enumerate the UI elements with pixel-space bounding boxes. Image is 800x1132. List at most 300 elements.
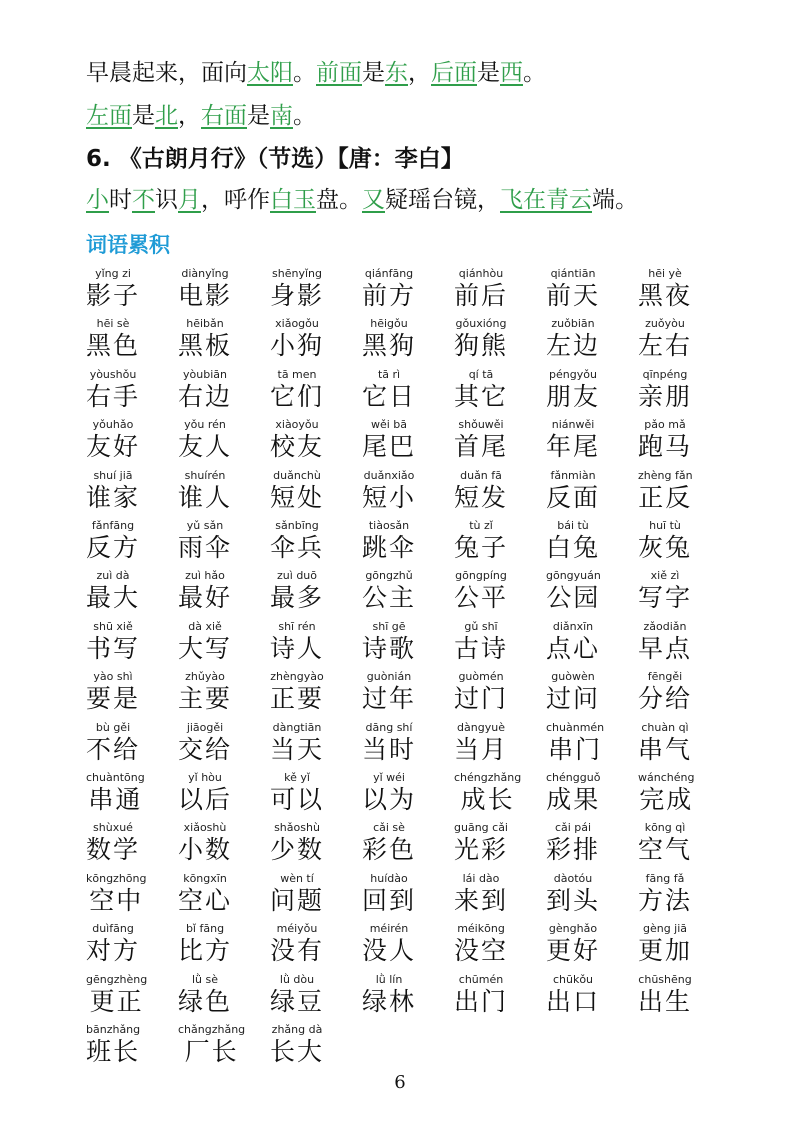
pinyin: guòmén	[458, 670, 504, 684]
pinyin: tā rì	[377, 367, 401, 381]
vocab-word	[178, 973, 232, 1017]
pinyin: fāng fǎ	[645, 871, 685, 885]
pinyin: gèng jiā	[642, 922, 688, 936]
hanzi: 过问	[546, 684, 601, 714]
pinyin: kě yǐ	[284, 771, 310, 784]
poem-text: 。	[293, 60, 316, 86]
hanzi: 没有	[270, 936, 325, 966]
hanzi: 跑马	[638, 432, 693, 462]
pinyin: gǒuxióng	[455, 317, 507, 331]
hanzi: 完成	[639, 785, 694, 814]
vocab-word	[546, 670, 600, 714]
pinyin: qiántiān	[550, 267, 596, 280]
poem-line-2	[86, 101, 316, 131]
vocab-word	[86, 267, 140, 311]
hanzi: 彩排	[546, 835, 601, 865]
poem-text: 疑瑶台镜，	[385, 187, 500, 213]
pinyin: huī tù	[649, 519, 681, 532]
hanzi: 右手	[86, 381, 141, 411]
pinyin: yǐ hòu	[188, 771, 222, 784]
pinyin: péngyǒu	[549, 367, 597, 381]
hanzi: 年尾	[546, 432, 601, 462]
vocab-word	[362, 922, 416, 966]
hanzi: 最大	[86, 583, 141, 613]
vocab-word	[178, 469, 232, 513]
vocab-word	[270, 267, 324, 311]
vocab-row	[86, 973, 726, 1023]
pinyin: xiǎoshù	[183, 821, 227, 835]
poem-text: 。	[293, 103, 316, 129]
pinyin: guòwèn	[551, 670, 595, 684]
hanzi: 友人	[178, 432, 233, 462]
vocab-word	[546, 973, 600, 1017]
hanzi: 校友	[270, 432, 325, 462]
pinyin: zhèng fǎn	[638, 468, 693, 482]
hanzi: 首尾	[454, 432, 509, 462]
vocab-word	[270, 469, 324, 513]
vocab-word	[86, 670, 140, 714]
vocab-row	[86, 670, 726, 720]
vocab-row	[86, 418, 726, 468]
hanzi: 公主	[362, 583, 417, 613]
vocab-word	[86, 872, 146, 916]
highlighted-word: 右面	[201, 103, 247, 129]
highlighted-word: 月	[178, 187, 201, 213]
hanzi: 公平	[454, 583, 509, 613]
pinyin: dàngyuè	[457, 720, 505, 734]
vocab-row	[86, 771, 726, 821]
pinyin: lǜ dòu	[279, 972, 315, 986]
hanzi: 到头	[546, 885, 601, 915]
hanzi: 亲朋	[638, 381, 693, 411]
vocab-word	[362, 721, 416, 765]
vocab-word	[86, 469, 140, 513]
vocab-word	[638, 821, 692, 865]
vocab-word	[638, 368, 692, 412]
pinyin: yǐ wéi	[373, 771, 405, 784]
section-heading-6: 6. 《古朗月行》（节选）【唐：李白】	[86, 146, 464, 172]
hanzi: 公园	[546, 583, 601, 613]
vocab-row	[86, 569, 726, 619]
vocab-word	[178, 670, 232, 714]
hanzi: 可以	[270, 785, 325, 814]
vocab-word	[638, 721, 692, 765]
vocab-word	[270, 569, 324, 613]
vocab-word	[454, 469, 508, 513]
vocab-word	[178, 821, 232, 865]
vocab-word	[454, 973, 508, 1017]
hanzi: 更正	[89, 986, 144, 1016]
hanzi: 黑色	[86, 331, 141, 361]
pinyin: qiánhòu	[458, 267, 504, 280]
vocab-word	[362, 872, 416, 916]
pinyin: lǜ sè	[191, 972, 219, 986]
pinyin: duǎnxiǎo	[363, 468, 415, 482]
pinyin: qīnpéng	[642, 367, 688, 381]
hanzi: 短处	[270, 482, 325, 512]
vocab-word	[638, 519, 692, 563]
vocab-row	[86, 317, 726, 367]
pinyin: yào shì	[93, 670, 133, 684]
hanzi: 过门	[454, 684, 509, 714]
vocab-word	[546, 872, 600, 916]
pinyin: jiāogěi	[186, 720, 224, 734]
vocab-word	[178, 620, 232, 664]
vocab-row	[86, 620, 726, 670]
hanzi: 出生	[638, 986, 693, 1016]
hanzi: 过年	[362, 684, 417, 714]
hanzi: 主要	[178, 684, 233, 714]
hanzi: 光彩	[454, 835, 509, 865]
hanzi: 以为	[362, 785, 417, 814]
vocab-word	[638, 973, 692, 1017]
highlighted-word: 左面	[86, 103, 132, 129]
hanzi: 方法	[638, 885, 693, 915]
vocab-word	[454, 821, 508, 865]
vocab-word	[454, 872, 508, 916]
highlighted-word: 飞在青云	[500, 187, 592, 213]
pinyin: chuànmén	[546, 720, 605, 734]
highlighted-word: 北	[155, 103, 178, 129]
hanzi: 串通	[88, 785, 143, 814]
pinyin: dàngtiān	[272, 720, 322, 734]
vocab-word	[178, 1023, 245, 1067]
vocab-word	[362, 519, 416, 563]
vocab-word	[454, 620, 508, 664]
pinyin: pǎo mǎ	[644, 418, 686, 432]
vocab-word	[178, 771, 232, 815]
hanzi: 正反	[638, 482, 693, 512]
hanzi: 问题	[270, 885, 325, 915]
pinyin: chūmén	[458, 972, 504, 986]
vocab-word	[86, 418, 140, 462]
pinyin: méirén	[369, 922, 409, 936]
hanzi: 当月	[454, 734, 509, 764]
pinyin: gènghǎo	[548, 922, 598, 936]
hanzi: 最好	[178, 583, 233, 613]
pinyin: lǜ lín	[375, 972, 403, 986]
highlighted-word: 又	[362, 187, 385, 213]
vocab-word	[362, 267, 416, 311]
pinyin: chuàn qì	[641, 720, 689, 734]
hanzi: 朋友	[546, 381, 601, 411]
vocab-word	[270, 721, 324, 765]
hanzi: 点心	[546, 633, 601, 663]
vocab-word	[178, 267, 232, 311]
vocab-word	[178, 519, 232, 563]
pinyin: kōngxīn	[183, 871, 227, 885]
pinyin: shǎoshù	[274, 821, 320, 835]
pinyin: shuírén	[184, 468, 226, 482]
pinyin: wánchéng	[638, 771, 695, 784]
vocab-word	[362, 469, 416, 513]
hanzi: 电影	[178, 281, 233, 310]
pinyin: chéngguǒ	[546, 771, 601, 784]
pinyin: zhǎng dà	[271, 1023, 323, 1036]
hanzi: 彩色	[362, 835, 417, 865]
vocab-word	[270, 771, 324, 815]
hanzi: 以后	[178, 785, 233, 814]
hanzi: 书写	[86, 633, 141, 663]
hanzi: 古诗	[454, 633, 509, 663]
vocab-word	[638, 922, 692, 966]
hanzi: 友好	[86, 432, 141, 462]
vocab-word	[86, 519, 140, 563]
hanzi: 数学	[86, 835, 141, 865]
pinyin: huídào	[370, 871, 408, 885]
highlighted-word: 太阳	[247, 60, 293, 86]
vocab-word	[454, 317, 508, 361]
vocab-row	[86, 267, 726, 317]
hanzi: 绿豆	[270, 986, 325, 1016]
poem-text: 识	[155, 187, 178, 213]
poem-text: 端。	[592, 187, 638, 213]
vocab-word	[546, 469, 600, 513]
pinyin: cǎi pái	[554, 821, 592, 835]
hanzi: 出门	[454, 986, 509, 1016]
pinyin: niánwěi	[551, 418, 595, 432]
hanzi: 写字	[638, 583, 693, 613]
vocab-row	[86, 519, 726, 569]
pinyin: shēnyǐng	[272, 267, 322, 280]
pinyin: lái dào	[462, 871, 500, 885]
hanzi: 最多	[270, 583, 325, 613]
pinyin: diǎnxīn	[552, 619, 594, 633]
pinyin: chūkǒu	[552, 972, 594, 986]
hanzi: 空中	[89, 885, 144, 915]
pinyin: wèn tí	[280, 871, 314, 885]
pinyin: chéngzhǎng	[454, 771, 522, 784]
vocab-word	[86, 973, 147, 1017]
vocab-word	[86, 922, 140, 966]
hanzi: 尾巴	[362, 432, 417, 462]
vocab-word	[270, 922, 324, 966]
vocab-word	[638, 317, 692, 361]
hanzi: 早点	[638, 633, 693, 663]
poem-text: ，	[178, 103, 201, 129]
pinyin: duǎn fā	[460, 468, 502, 482]
vocab-word	[86, 771, 145, 815]
pinyin: tā men	[277, 367, 317, 381]
hanzi: 来到	[454, 885, 509, 915]
vocab-word	[178, 922, 232, 966]
hanzi: 交给	[178, 734, 233, 764]
vocab-word	[638, 620, 692, 664]
pinyin: dàotóu	[553, 871, 593, 885]
hanzi: 诗人	[270, 633, 325, 663]
hanzi: 黑狗	[362, 331, 417, 361]
vocab-word	[362, 973, 416, 1017]
vocab-row	[86, 1023, 726, 1073]
hanzi: 前方	[362, 281, 417, 310]
pinyin: zhǔyào	[185, 670, 225, 684]
vocab-word	[86, 620, 140, 664]
vocab-word	[454, 569, 508, 613]
pinyin: tiàosǎn	[368, 519, 410, 532]
vocab-word	[546, 519, 600, 563]
vocab-word	[178, 368, 232, 412]
pinyin: fēngěi	[647, 670, 683, 684]
pinyin: hēi sè	[96, 317, 130, 331]
vocab-word	[546, 317, 600, 361]
pinyin: bǐ fāng	[185, 922, 225, 936]
vocab-word	[454, 418, 508, 462]
vocab-word	[638, 469, 693, 513]
page-number: 6	[394, 1072, 406, 1093]
pinyin: dāng shí	[365, 720, 413, 734]
hanzi: 串气	[638, 734, 693, 764]
vocab-word	[270, 368, 324, 412]
hanzi: 它日	[362, 381, 417, 411]
hanzi: 对方	[86, 936, 141, 966]
hanzi: 雨伞	[178, 533, 233, 562]
poem-line-3	[86, 185, 638, 215]
poem-text: 。	[523, 60, 546, 86]
vocab-word	[270, 620, 324, 664]
poem-text: 盘。	[316, 187, 362, 213]
pinyin: yǐng zi	[95, 267, 131, 280]
hanzi: 串门	[548, 734, 603, 764]
highlighted-word: 东	[385, 60, 408, 86]
pinyin: bānzhǎng	[86, 1023, 141, 1036]
vocab-word	[454, 368, 508, 412]
hanzi: 狗熊	[454, 331, 509, 361]
pinyin: chǎngzhǎng	[178, 1023, 246, 1036]
vocab-word	[546, 368, 600, 412]
hanzi: 灰兔	[638, 533, 693, 562]
pinyin: guāng cǎi	[454, 821, 508, 835]
pinyin: tù zǐ	[469, 519, 493, 532]
vocab-word	[178, 418, 232, 462]
vocab-word	[270, 317, 324, 361]
poem-text: 是	[247, 103, 270, 129]
vocab-word	[270, 418, 324, 462]
pinyin: duǎnchù	[273, 468, 321, 482]
hanzi: 短发	[454, 482, 509, 512]
vocab-word	[270, 872, 324, 916]
poem-line-1	[86, 58, 546, 88]
vocab-word	[454, 670, 508, 714]
pinyin: hēi yè	[648, 267, 682, 280]
pinyin: hēibǎn	[186, 317, 224, 331]
pinyin: guònián	[366, 670, 412, 684]
pinyin: xiàoyǒu	[275, 418, 319, 432]
poem-text: 是	[477, 60, 500, 86]
hanzi: 其它	[454, 381, 509, 411]
hanzi: 反面	[546, 482, 601, 512]
vocab-word	[178, 721, 232, 765]
vocab-word	[86, 1023, 140, 1067]
hanzi: 当时	[362, 734, 417, 764]
pinyin: zǎodiǎn	[643, 619, 687, 633]
vocab-word	[638, 267, 692, 311]
hanzi: 比方	[178, 936, 233, 966]
vocab-word	[638, 418, 692, 462]
vocab-word	[454, 721, 508, 765]
hanzi: 长大	[270, 1037, 325, 1066]
vocab-word	[546, 922, 600, 966]
pinyin: shǒuwěi	[458, 418, 504, 432]
pinyin: gōngzhǔ	[365, 569, 413, 583]
vocab-word	[362, 670, 416, 714]
section-title: 词语累积	[86, 233, 170, 257]
pinyin: dà xiě	[188, 619, 222, 633]
pinyin: xiǎogǒu	[275, 317, 319, 331]
hanzi: 空心	[178, 885, 233, 915]
hanzi: 它们	[270, 381, 325, 411]
vocab-row	[86, 368, 726, 418]
hanzi: 黑夜	[638, 281, 693, 310]
vocab-word	[638, 872, 692, 916]
pinyin: sǎnbīng	[275, 519, 319, 532]
highlighted-word: 后面	[431, 60, 477, 86]
vocab-row	[86, 821, 726, 871]
pinyin: yǔ sǎn	[186, 519, 224, 532]
hanzi: 没人	[362, 936, 417, 966]
hanzi: 小狗	[270, 331, 325, 361]
hanzi: 绿林	[362, 986, 417, 1016]
vocab-word	[638, 771, 694, 815]
vocab-word	[546, 267, 600, 311]
hanzi: 空气	[638, 835, 693, 865]
vocab-word	[270, 670, 324, 714]
hanzi: 出口	[546, 986, 601, 1016]
pinyin: zuǒyòu	[645, 317, 685, 331]
hanzi: 影子	[86, 281, 141, 310]
vocab-row	[86, 922, 726, 972]
vocab-word	[86, 821, 140, 865]
vocab-word	[454, 267, 508, 311]
vocab-word	[86, 569, 140, 613]
highlighted-word: 白玉	[270, 187, 316, 213]
poem-text: 是	[132, 103, 155, 129]
hanzi: 成长	[460, 785, 515, 814]
pinyin: fǎnmiàn	[550, 468, 596, 482]
vocab-word	[270, 821, 324, 865]
vocab-row	[86, 469, 726, 519]
hanzi: 身影	[270, 281, 325, 310]
hanzi: 左右	[638, 331, 693, 361]
hanzi: 厂长	[184, 1037, 239, 1066]
pinyin: bái tù	[557, 519, 589, 532]
hanzi: 正要	[270, 684, 325, 714]
vocab-word	[270, 973, 324, 1017]
highlighted-word: 西	[500, 60, 523, 86]
hanzi: 要是	[86, 684, 141, 714]
hanzi: 更加	[638, 936, 693, 966]
highlighted-word: 前面	[316, 60, 362, 86]
hanzi: 回到	[362, 885, 417, 915]
vocab-word	[362, 620, 416, 664]
vocab-word	[362, 317, 416, 361]
hanzi: 白兔	[546, 533, 601, 562]
vocab-word	[178, 569, 232, 613]
vocab-word	[546, 418, 600, 462]
pinyin: chuàntōng	[86, 771, 145, 784]
highlighted-word: 不	[132, 187, 155, 213]
pinyin: gōngpíng	[455, 569, 507, 583]
hanzi: 大写	[178, 633, 233, 663]
hanzi: 诗歌	[362, 633, 417, 663]
pinyin: zuì duō	[277, 569, 317, 583]
vocab-word	[362, 771, 416, 815]
pinyin: fǎnfāng	[91, 519, 135, 532]
pinyin: yǒuhǎo	[92, 418, 134, 432]
pinyin: cǎi sè	[373, 821, 405, 835]
pinyin: méiyǒu	[276, 922, 318, 936]
poem-text: 时	[109, 187, 132, 213]
poem-text: 早晨起来，面向	[86, 60, 247, 86]
